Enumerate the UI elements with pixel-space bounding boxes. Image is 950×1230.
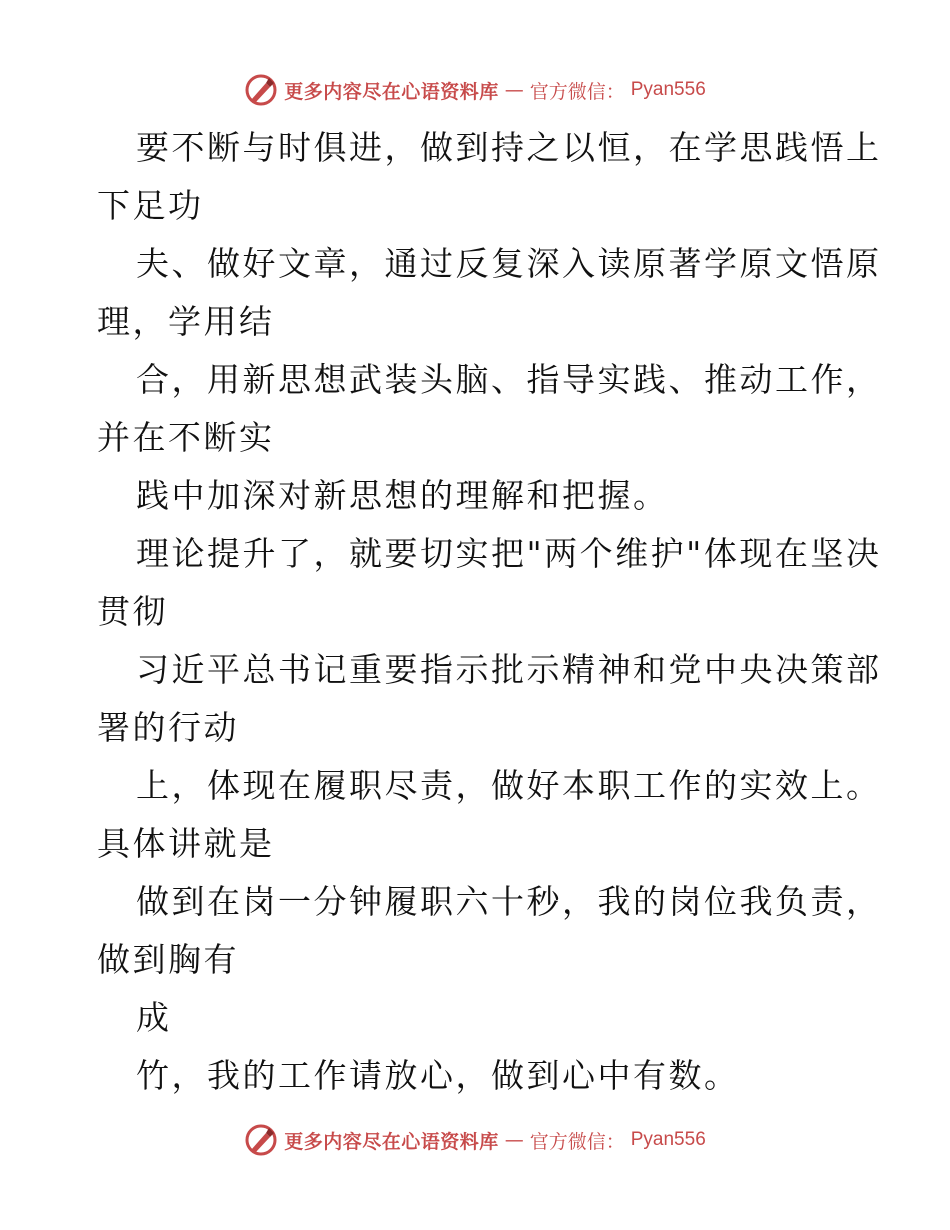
banner-wechat-label: 官方微信： — [529, 80, 625, 103]
banner-dash: — — [504, 79, 524, 101]
banner-wechat-id: Pyan556 — [630, 1129, 706, 1150]
body-line: 做到胸有 — [97, 940, 239, 979]
body-line: 并在不断实 — [97, 418, 275, 457]
body-line: 理论提升了，就要切实把"两个维护"体现在坚决 — [136, 534, 882, 573]
body-line: 践中加深对新思想的理解和把握。 — [136, 476, 669, 515]
banner-brand-text: 更多内容尽在心语资料库 — [284, 1130, 499, 1153]
pen-logo-icon — [244, 73, 278, 107]
body-line: 下足功 — [97, 186, 204, 225]
pen-logo-icon — [244, 1123, 278, 1157]
footer-banner — [0, 1120, 950, 1160]
body-line: 贯彻 — [97, 592, 168, 631]
body-line: 成 — [136, 998, 172, 1037]
body-line: 理，学用结 — [97, 302, 275, 341]
banner-wechat-id: Pyan556 — [630, 79, 706, 100]
banner-brand-text: 更多内容尽在心语资料库 — [284, 80, 499, 103]
body-line: 具体讲就是 — [97, 824, 275, 863]
body-line: 署的行动 — [97, 708, 239, 747]
body-line: 合，用新思想武装头脑、指导实践、推动工作， — [136, 360, 882, 399]
body-line: 习近平总书记重要指示批示精神和党中央决策部 — [136, 650, 882, 689]
header-banner — [0, 70, 950, 110]
banner-wechat-label: 官方微信： — [529, 1130, 625, 1153]
body-line: 要不断与时俱进，做到持之以恒，在学思践悟上 — [136, 128, 882, 167]
body-line: 夫、做好文章，通过反复深入读原著学原文悟原 — [136, 244, 882, 283]
body-line: 上，体现在履职尽责，做好本职工作的实效上。 — [136, 766, 882, 805]
body-line: 做到在岗一分钟履职六十秒，我的岗位我负责， — [136, 882, 882, 921]
body-line: 竹，我的工作请放心，做到心中有数。 — [136, 1056, 740, 1095]
banner-dash: — — [504, 1129, 524, 1151]
